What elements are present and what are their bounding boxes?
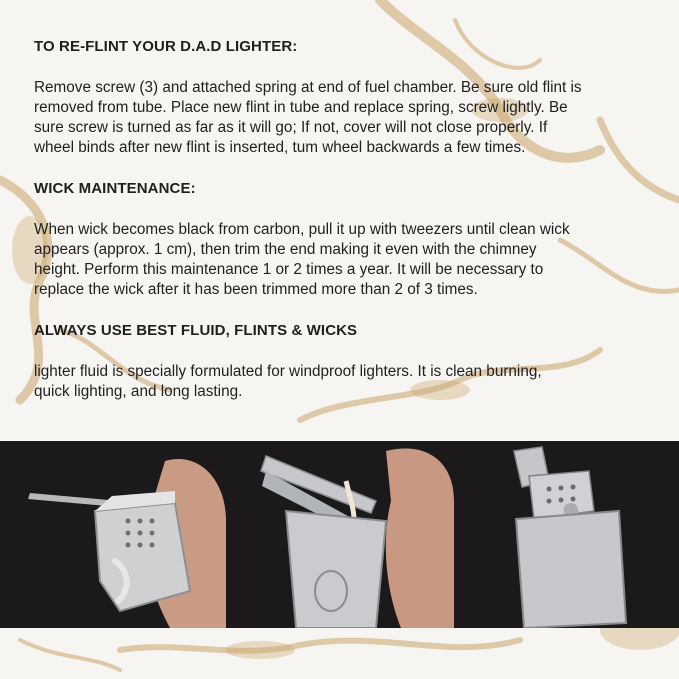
open-lighter-photo-icon [454,441,679,628]
text-line: height. Perform this maintenance 1 or 2 times a year. It will be necessary to [34,261,544,278]
paragraph-wick [34,220,659,300]
section-heading-reflint: TO RE-FLINT YOUR D.A.D LIGHTER: [34,38,298,55]
photo-strip [0,441,679,628]
paragraph-reflint [34,78,659,158]
lighter-refill-photo-icon [0,441,226,628]
text-line: lighter fluid is specially formulated for windproof lighters. It is clean burning, [34,363,542,380]
section-heading-wick: WICK MAINTENANCE: [34,180,196,197]
text-line: sure screw is turned as far as it will go; If not, cover will not close properly. If [34,119,548,136]
text-line: replace the wick after it has been trimmed more than 2 of 3 times. [34,281,478,298]
text-line: wheel binds after new flint is inserted, tum wheel backwards a few times. [34,139,526,156]
section-fluid [34,322,659,402]
text-line: appears (approx. 1 cm), then trim the end making it even with the chimney [34,241,537,258]
text-line: quick lighting, and long lasting. [34,383,243,400]
tweezers-wick-photo-icon [226,441,454,628]
section-heading-fluid: ALWAYS USE BEST FLUID, FLINTS & WICKS [34,322,358,339]
text-line: removed from tube. Place new flint in tube and replace spring, screw lightly. Be [34,99,568,116]
instructions [34,38,659,424]
text-line: When wick becomes black from carbon, pull it up with tweezers until clean wick [34,221,570,238]
text-line: Remove screw (3) and attached spring at end of fuel chamber. Be sure old flint is [34,79,582,96]
paragraph-fluid [34,362,659,402]
section-wick [34,180,659,300]
section-reflint [34,38,659,158]
